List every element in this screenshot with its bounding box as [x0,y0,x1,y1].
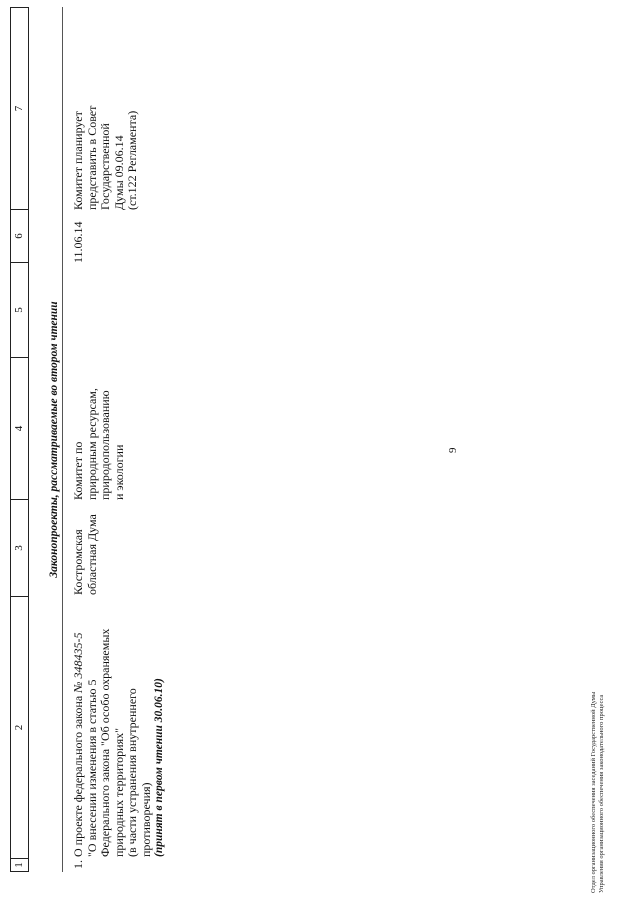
bill-line: "О внесении изменения в статью 5 [84,679,99,857]
bill-line: Федерального закона "Об особо охраняемых [98,628,112,857]
column-header-7: 7 [13,105,25,112]
initiator-line: Костромская [71,529,85,595]
committee-line: природным ресурсам, [84,388,99,500]
note-line: Думы 09.06.14 [111,135,126,210]
bill-description [72,602,167,857]
section-divider [62,7,63,872]
section-title: Законопроекты, рассматриваемые во втором чтении [48,301,60,578]
responsible-committee [72,360,126,500]
bill-title-prefix: О проекте федерального закона [71,692,85,857]
bill-status: (принят в первом чтении 30.06.10) [153,678,165,857]
committee-line: Комитет по [71,441,85,500]
bill-line: (в части устранения внутреннего [125,688,139,857]
bill-title-line [72,602,86,857]
row-number: 1. [71,860,85,869]
column-header-6: 6 [11,209,28,262]
note [72,50,140,210]
bill-line: природных территориях" [111,727,126,857]
initiator-line: областная Дума [84,514,99,595]
bill-number: № 348435-5 [71,632,85,693]
footer [590,692,606,893]
page-number: 9 [447,447,459,453]
date: 11.06.14 [71,221,85,263]
bill-line: противоречия) [138,782,153,857]
initiator [72,495,99,595]
committee-line: и экологии [111,444,126,500]
footer-line: Отдел организационного обеспечения заседаний Государственной Думы [590,691,597,893]
footer-line: Управления организационного обеспечения законодательного процесса [598,694,605,893]
column-header-3: 3 [11,499,28,596]
note-line: Государственной [98,123,112,210]
note-line: Комитет планирует [71,111,85,210]
note-line: представить в Совет [84,105,99,210]
column-header-5: 5 [11,262,28,357]
column-header-row [10,7,29,872]
column-header-4: 4 [11,357,28,499]
committee-line: природопользованию [98,390,112,500]
column-header-2: 2 [11,596,28,858]
note-line: (ст.122 Регламента) [125,110,139,210]
column-header-1: 1 [11,858,28,871]
